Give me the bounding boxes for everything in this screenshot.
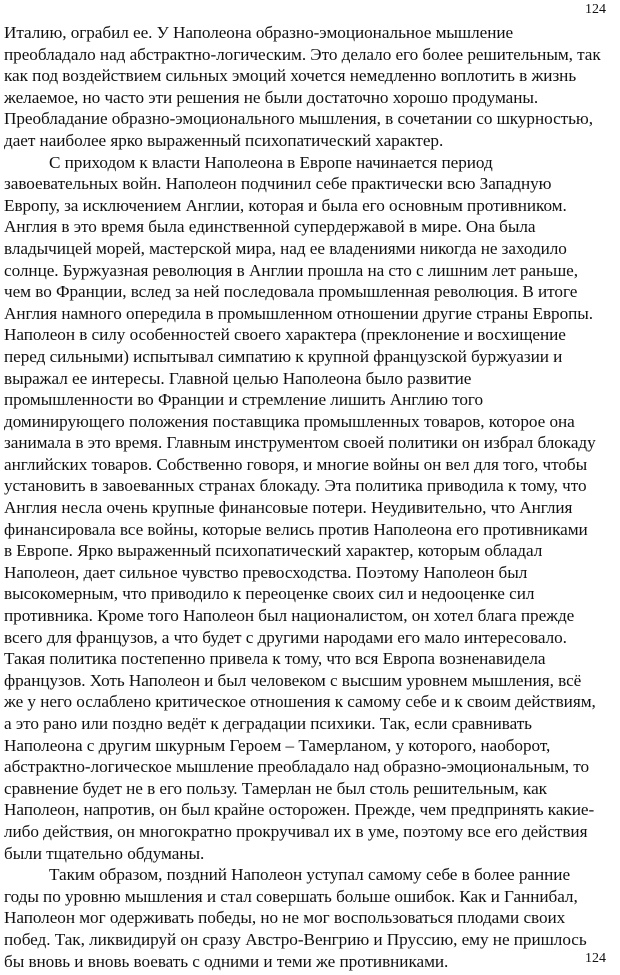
text-line: Наполеона с другим шкурным Героем – Тамерланом, у которого, наоборот, (4, 735, 551, 755)
text-line: побед. Так, ликвидируй он сразу Австро-Венгрию и Пруссию, ему не пришлось (4, 929, 587, 949)
text-line: Преобладание образно-эмоционального мышления, в сочетании со шкурностью, (4, 109, 593, 129)
text-line: как под воздействием сильных эмоций хочется немедленно воплотить в жизнь (4, 66, 577, 86)
text-line: абстрактно-логическое мышление преобладало над образно-эмоциональным, то (4, 757, 590, 777)
text-line: перед сильными) испытывал симпатию к крупной французской буржуазии и (4, 346, 563, 366)
text-line: Наполеон мог одерживать победы, но не мог воспользоваться плодами своих (4, 908, 566, 928)
page-number-top: 124 (585, 2, 606, 17)
text-line: дает наиболее ярко выраженный психопатический характер. (4, 130, 444, 150)
text-line: Италию, ограбил ее. У Наполеона образно-эмоциональное мышление (4, 23, 514, 42)
text-line: всего для французов, а что будет с другими народами его мало интересовало. (4, 627, 567, 647)
text-line: Таким образом, поздний Наполеон уступал самому себе в более ранние (49, 865, 571, 885)
text-line: выражал ее интересы. Главной целью Наполеона было развитие (4, 368, 472, 388)
text-line: чем во Франции, вслед за ней последовала промышленная революция. В итоге (4, 282, 578, 302)
text-line: а это рано или поздно ведёт к деградации психики. Так, если сравнивать (4, 714, 532, 733)
text-line: бы вновь и вновь воевать с одними и теми же противниками. (4, 951, 449, 971)
text-line: сравнение будет не в его пользу. Тамерлан не был столь решительным, как (4, 778, 547, 798)
text-line: установить в завоеванных странах блокаду. Эта политика приводила к тому, что (4, 476, 587, 496)
text-line: Англия в это время была единственной супердержавой в мире. Она была (4, 217, 536, 237)
text-line: годы по уровню мышления и стал совершать больше ошибок. Как и Ганнибал, (4, 886, 578, 906)
text-line: Такая политика постепенно привела к тому, что вся Европа возненавидела (4, 649, 546, 669)
page-number-bottom: 124 (585, 951, 606, 966)
text-line: завоевательных войн. Наполеон подчинил себе практически всю Западную (4, 174, 552, 194)
text-line: занимала в это время. Главным инструментом своей политики он избрал блокаду (4, 433, 596, 453)
text-line: либо действия, он многократно прокручивал их в уме, поэтому все его действия (4, 821, 588, 841)
text-line: солнце. Буржуазная революция в Англии прошла на сто с лишним лет раньше, (4, 260, 578, 280)
text-line: С приходом к власти Наполеона в Европе начинается период (49, 152, 493, 172)
text-line: владычицей морей, мастерской мира, над ее владениями никогда не заходило (4, 238, 567, 258)
text-line: противника. Кроме того Наполеон был националистом, он хотел блага прежде (4, 606, 575, 626)
body-text (4, 22, 616, 972)
text-line: же у него ослаблено критическое отношения к самому себе и к своим действиям, (4, 692, 596, 712)
text-line: финансировала все войны, которые велись против Наполеона его противниками (4, 519, 588, 539)
text-line: Англия несла очень крупные финансовые потери. Неудивительно, что Англия (4, 498, 573, 518)
text-line: высокомерным, что приводило к переоценке своих сил и недооценке сил (4, 584, 535, 604)
text-line: Наполеон, дает сильное чувство превосходства. Поэтому Наполеон был (4, 562, 528, 582)
text-line: доминирующего положения поставщика промышленных товаров, которое она (4, 411, 575, 431)
text-line: Европу, за исключением Англии, которая и была его основным противником. (4, 195, 567, 215)
text-line: преобладало над абстрактно-логическим. Это делало его более решительным, так (4, 44, 601, 64)
text-line: Наполеон в силу особенностей своего характера (преклонение и восхищение (4, 325, 566, 345)
text-line: желаемое, но часто эти решения не были достаточно хорошо продуманы. (4, 87, 539, 107)
text-line: были тщательно обдуманы. (4, 843, 205, 863)
text-line: Наполеон, напротив, он был крайне осторожен. Прежде, чем предпринять какие- (4, 800, 595, 820)
text-line: промышленности во Франции и стремление лишить Англию того (4, 390, 484, 410)
text-line: Англия намного опередила в промышленном отношении другие страны Европы. (4, 303, 594, 323)
text-line: английских товаров. Собственно говоря, и многие войны он вел для того, чтобы (4, 454, 588, 474)
text-line: французов. Хоть Наполеон и был человеком с высшим уровнем мышления, всё (4, 670, 582, 690)
text-line: в Европе. Ярко выраженный психопатический характер, которым обладал (4, 541, 543, 561)
